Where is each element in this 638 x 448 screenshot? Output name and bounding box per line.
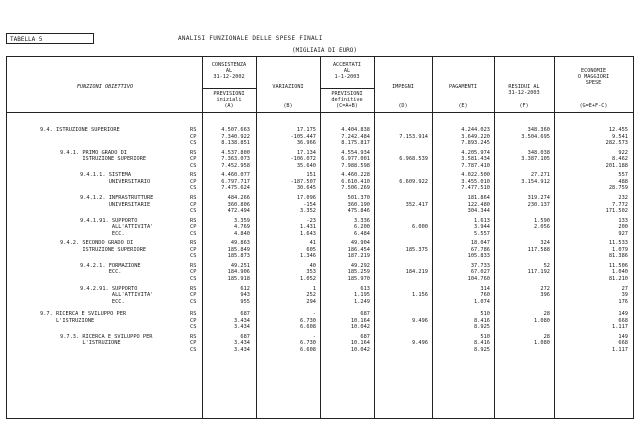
cell-economie: 8.462 (612, 156, 628, 163)
cell-residui: 272 (540, 285, 550, 292)
table-row (0, 150, 638, 156)
cell-impegni: 1.156 (412, 292, 428, 299)
cell-economie: 39 (621, 292, 628, 299)
cell-pagamenti: 7.477.510 (461, 185, 490, 192)
header-residui: RESIDUI AL 31-12-2003 (508, 84, 540, 96)
cell-pagamenti: 1.074 (474, 298, 490, 305)
row-label: 9.4. ISTRUZIONE SUPERIORE (40, 127, 120, 133)
cell-residui: 1.080 (534, 317, 550, 324)
cell-accertati: 185.259 (347, 269, 370, 276)
row-code: CS (190, 253, 197, 260)
cell-consistenza: 185.873 (227, 253, 250, 260)
cell-consistenza: 4.507.663 (221, 127, 250, 133)
row-code: CP (190, 156, 197, 163)
row-code: CP (190, 269, 197, 276)
cell-consistenza: 49.863 (230, 240, 250, 247)
cell-variazioni: 1.346 (300, 253, 316, 260)
cell-pagamenti: 3.944 (474, 224, 490, 231)
row-code: RS (190, 217, 197, 224)
table-row (0, 263, 638, 269)
cell-pagamenti: 7.787.410 (461, 162, 490, 169)
cell-residui: 28 (543, 311, 550, 318)
cell-accertati: 501.370 (347, 194, 370, 201)
cell-economie: 1.117 (612, 324, 628, 331)
cell-variazioni: -105.447 (290, 133, 316, 140)
cell-residui: 1.080 (534, 340, 550, 347)
cell-accertati: 49.292 (350, 262, 370, 269)
table-bottom-border (6, 418, 634, 419)
cell-residui: 319.274 (527, 194, 550, 201)
cell-economie: 11.506 (608, 262, 628, 269)
cell-pagamenti: 3.581.434 (461, 156, 490, 163)
cell-consistenza: 3.359 (234, 217, 250, 224)
cell-impegni: 6.968.539 (399, 156, 428, 163)
cell-pagamenti: 3.649.220 (461, 133, 490, 140)
column-divider (320, 56, 321, 418)
column-divider (554, 56, 555, 418)
header-variazioni-sub: (B) (283, 103, 293, 109)
cell-economie: 668 (618, 317, 628, 324)
cell-impegni: 6.000 (412, 224, 428, 231)
cell-consistenza: 184.906 (227, 269, 250, 276)
table-row (0, 134, 638, 140)
row-code: CS (190, 208, 197, 215)
row-label: 9.4.1.91. SUPPORTO (80, 217, 138, 224)
cell-residui: 3.387.105 (521, 156, 550, 163)
cell-variazioni: -187.507 (290, 178, 316, 185)
cell-pagamenti: 67.786 (470, 246, 490, 253)
cell-accertati: 613 (360, 285, 370, 292)
cell-accertati: 6.200 (354, 224, 370, 231)
table-row (0, 334, 638, 340)
table-title: ANALISI FUNZIONALE DELLE SPESE FINALI (178, 35, 323, 42)
cell-variazioni: 40 (309, 262, 316, 269)
cell-accertati: 475.846 (347, 208, 370, 215)
table-row (0, 218, 638, 224)
cell-consistenza: 943 (240, 292, 250, 299)
cell-economie: 12.455 (608, 127, 628, 133)
cell-impegni: 185.375 (405, 246, 428, 253)
row-label: ALL'ATTIVITA' (80, 224, 154, 231)
table-row (0, 208, 638, 214)
row-label: ALL'ATTIVITA' (80, 292, 154, 299)
cell-variazioni: - (312, 311, 316, 318)
cell-pagamenti: 3.455.010 (461, 178, 490, 185)
row-code: CP (190, 224, 197, 231)
row-code: CP (190, 292, 197, 299)
table-row (0, 324, 638, 330)
cell-pagamenti: 314 (480, 285, 490, 292)
cell-consistenza: 7.340.922 (221, 133, 250, 140)
cell-variazioni: 151 (306, 172, 316, 179)
row-code: CP (190, 317, 197, 324)
header-economie: ECONOMIE O MAGGIORI SPESE (577, 68, 610, 86)
cell-economie: 201.188 (605, 162, 628, 169)
header-residui-sub: (F) (519, 103, 529, 109)
cell-economie: 149 (618, 333, 628, 340)
cell-pagamenti: 510 (480, 311, 490, 318)
row-code: CS (190, 346, 197, 353)
cell-impegni: 184.219 (405, 269, 428, 276)
table-row (0, 127, 638, 133)
header-bottom-border (6, 112, 634, 113)
table-row (0, 269, 638, 275)
row-code: CS (190, 298, 197, 305)
row-code: RS (190, 194, 197, 201)
row-code: RS (190, 262, 197, 269)
column-divider (432, 56, 433, 418)
row-label: 9.4.1. PRIMO GRADO DI (60, 149, 127, 156)
cell-residui: 117.192 (527, 269, 550, 276)
cell-residui: 28 (543, 333, 550, 340)
cell-pagamenti: 8.416 (474, 317, 490, 324)
table-row (0, 347, 638, 353)
cell-variazioni: 6.608 (300, 324, 316, 331)
cell-economie: 81.210 (608, 276, 628, 282)
cell-pagamenti: 37.733 (470, 262, 490, 269)
table-row (0, 231, 638, 237)
cell-variazioni: 6.608 (300, 346, 316, 353)
cell-variazioni: 1.431 (300, 224, 316, 231)
cell-residui: 348.360 (527, 127, 550, 133)
cell-economie: 927 (618, 230, 628, 237)
row-code: CP (190, 340, 197, 347)
cell-variazioni: 17.175 (296, 127, 316, 133)
row-code: CS (190, 185, 197, 192)
table-row (0, 172, 638, 178)
cell-economie: 557 (618, 172, 628, 179)
cell-pagamenti: 4.022.500 (461, 172, 490, 179)
row-code: CS (190, 276, 197, 282)
row-label: 9.7. RICERCA E SVILUPPO PER (40, 311, 127, 318)
cell-variazioni: 252 (306, 292, 316, 299)
cell-variazioni: 605 (306, 246, 316, 253)
table-row (0, 202, 638, 208)
cell-residui: 3.154.912 (521, 178, 550, 185)
cell-residui: 230.137 (527, 201, 550, 208)
cell-accertati: 49.904 (350, 240, 370, 247)
cell-accertati: 6.610.410 (341, 178, 370, 185)
cell-consistenza: 4.840 (234, 230, 250, 237)
cell-consistenza: 955 (240, 298, 250, 305)
cell-variazioni: 1.052 (300, 276, 316, 282)
cell-consistenza: 484.266 (227, 194, 250, 201)
cell-consistenza: 49.251 (230, 262, 250, 269)
cell-economie: 27 (621, 285, 628, 292)
table-row (0, 276, 638, 282)
cell-consistenza: 3.434 (234, 324, 250, 331)
cell-economie: 28.759 (608, 185, 628, 192)
column-divider (494, 56, 495, 418)
row-code: RS (190, 285, 197, 292)
header-impegni-sub: (D) (398, 103, 408, 109)
cell-consistenza: 4.537.800 (221, 149, 250, 156)
table-row (0, 340, 638, 346)
table-left-border (6, 56, 7, 418)
cell-accertati: 8.175.817 (341, 140, 370, 147)
cell-variazioni: 36.966 (296, 140, 316, 147)
cell-accertati: 10.164 (350, 340, 370, 347)
row-label: ECC. (80, 230, 125, 237)
row-label: 9.7.3. RICERCA E SVILUPPO PER (60, 333, 153, 340)
cell-pagamenti: 4.244.023 (461, 127, 490, 133)
cell-pagamenti: 4.205.974 (461, 149, 490, 156)
column-divider (374, 56, 375, 418)
cell-accertati: 10.042 (350, 346, 370, 353)
cell-residui: 1.590 (534, 217, 550, 224)
header-funzioni: FUNZIONI OBIETTIVO (76, 84, 134, 90)
cell-residui: 348.038 (527, 149, 550, 156)
row-code: RS (190, 311, 197, 318)
table-number-box: TABELLA 5 (6, 33, 94, 44)
cell-consistenza: 4.460.077 (221, 172, 250, 179)
row-label: 9.4.2.1. FORMAZIONE (80, 262, 141, 269)
cell-accertati: 6.977.001 (341, 156, 370, 163)
cell-consistenza: 7.363.073 (221, 156, 250, 163)
cell-economie: 1.117 (612, 346, 628, 353)
header-consistenza-sub: PREVISIONI iniziali (A) (213, 91, 245, 109)
table-row (0, 311, 638, 317)
cell-accertati: 3.336 (354, 217, 370, 224)
cell-impegni: 352.417 (405, 201, 428, 208)
header-accertati: ACCERTATI AL 1-1-2003 (332, 62, 362, 80)
table-row (0, 140, 638, 146)
cell-pagamenti: 510 (480, 333, 490, 340)
cell-impegni: 9.496 (412, 317, 428, 324)
column-divider (202, 56, 203, 418)
cell-economie: 200 (618, 224, 628, 231)
cell-consistenza: 185.918 (227, 276, 250, 282)
cell-variazioni: 35.640 (296, 162, 316, 169)
cell-accertati: 186.454 (347, 246, 370, 253)
cell-economie: 232 (618, 194, 628, 201)
table-subtitle: (MIGLIAIA DI EURO) (292, 47, 358, 54)
cell-variazioni: 30.645 (296, 185, 316, 192)
cell-economie: 171.502 (605, 208, 628, 215)
row-label: 9.4.2. SECONDO GRADO DI (60, 240, 134, 247)
cell-variazioni: -23 (306, 217, 316, 224)
cell-consistenza: 612 (240, 285, 250, 292)
cell-variazioni: 41 (309, 240, 316, 247)
cell-accertati: 187.219 (347, 253, 370, 260)
row-label: 9.4.1.2. INFRASTRUTTURE (80, 194, 154, 201)
cell-accertati: 1.195 (354, 292, 370, 299)
cell-economie: 133 (618, 217, 628, 224)
row-code: CP (190, 201, 197, 208)
cell-consistenza: 7.452.958 (221, 162, 250, 169)
cell-variazioni: 6.730 (300, 317, 316, 324)
cell-accertati: 1.249 (354, 298, 370, 305)
cell-accertati: 6.484 (354, 230, 370, 237)
cell-pagamenti: 104.760 (467, 276, 490, 282)
table-row (0, 240, 638, 246)
cell-consistenza: 8.138.851 (221, 140, 250, 147)
row-label: L'ISTRUZIONE (60, 340, 121, 347)
cell-accertati: 360.190 (347, 201, 370, 208)
table-row (0, 195, 638, 201)
header-accertati-sub: PREVISIONI definitive (C=A+B) (331, 91, 363, 109)
cell-accertati: 4.404.838 (341, 127, 370, 133)
header-subdivider (202, 88, 256, 89)
cell-variazioni: 17.096 (296, 194, 316, 201)
cell-consistenza: 3.434 (234, 317, 250, 324)
table-right-border (633, 56, 634, 418)
cell-pagamenti: 181.864 (467, 194, 490, 201)
cell-pagamenti: 67.027 (470, 269, 490, 276)
cell-consistenza: 185.849 (227, 246, 250, 253)
cell-economie: 81.386 (608, 253, 628, 260)
cell-economie: 9.541 (612, 133, 628, 140)
cell-pagamenti: 304.344 (467, 208, 490, 215)
row-label: UNIVERSITARIE (80, 201, 151, 208)
row-code: RS (190, 127, 197, 133)
cell-consistenza: 687 (240, 333, 250, 340)
row-label: L'ISTRUZIONE (40, 317, 95, 324)
table-row (0, 318, 638, 324)
cell-consistenza: 3.434 (234, 340, 250, 347)
cell-consistenza: 472.494 (227, 208, 250, 215)
row-code: RS (190, 333, 197, 340)
cell-consistenza: 4.769 (234, 224, 250, 231)
cell-economie: 149 (618, 311, 628, 318)
cell-pagamenti: 8.416 (474, 340, 490, 347)
cell-variazioni: 3.352 (300, 208, 316, 215)
row-code: RS (190, 149, 197, 156)
header-pagamenti: PAGAMENTI (448, 84, 478, 90)
table-row (0, 253, 638, 259)
row-label: ISTRUZIONE SUPERIORE (60, 246, 147, 253)
cell-accertati: 10.164 (350, 317, 370, 324)
cell-impegni: 9.496 (412, 340, 428, 347)
header-economie-sub: (G=E+F-C) (579, 103, 608, 109)
cell-economie: 922 (618, 149, 628, 156)
cell-variazioni: 1.643 (300, 230, 316, 237)
row-label: 9.4.1.1. SISTEMA (80, 172, 132, 179)
cell-variazioni: -154 (303, 201, 316, 208)
table-row (0, 247, 638, 253)
cell-pagamenti: 105.833 (467, 253, 490, 260)
cell-economie: 1.079 (612, 246, 628, 253)
cell-variazioni: -106.072 (290, 156, 316, 163)
cell-pagamenti: 18.047 (470, 240, 490, 247)
cell-consistenza: 360.806 (227, 201, 250, 208)
cell-residui: 3.504.695 (521, 133, 550, 140)
row-code: RS (190, 172, 197, 179)
cell-economie: 1.040 (612, 269, 628, 276)
cell-variazioni: 353 (306, 269, 316, 276)
cell-pagamenti: 8.925 (474, 346, 490, 353)
table-row (0, 224, 638, 230)
row-label: UNIVERSITARIO (80, 178, 151, 185)
cell-economie: 7.772 (612, 201, 628, 208)
cell-variazioni: 294 (306, 298, 316, 305)
header-consistenza: CONSISTENZA AL 31-12-2002 (211, 62, 247, 80)
cell-consistenza: 6.797.717 (221, 178, 250, 185)
cell-accertati: 10.042 (350, 324, 370, 331)
cell-economie: 282.573 (605, 140, 628, 147)
row-label: ECC. (80, 269, 122, 276)
cell-consistenza: 3.434 (234, 346, 250, 353)
cell-consistenza: 687 (240, 311, 250, 318)
table-row (0, 156, 638, 162)
cell-residui: 117.588 (527, 246, 550, 253)
column-divider (256, 56, 257, 418)
row-code: CS (190, 324, 197, 331)
row-code: CP (190, 178, 197, 185)
cell-pagamenti: 8.925 (474, 324, 490, 331)
header-pagamenti-sub: (E) (458, 103, 468, 109)
cell-accertati: 7.988.598 (341, 162, 370, 169)
row-label: 9.4.2.91. SUPPORTO (80, 285, 138, 292)
cell-pagamenti: 5.557 (474, 230, 490, 237)
cell-residui: 396 (540, 292, 550, 299)
table-row (0, 185, 638, 191)
cell-accertati: 7.506.269 (341, 185, 370, 192)
row-code: RS (190, 240, 197, 247)
cell-economie: 11.533 (608, 240, 628, 247)
cell-residui: 324 (540, 240, 550, 247)
row-code: CS (190, 162, 197, 169)
cell-economie: 176 (618, 298, 628, 305)
cell-accertati: 687 (360, 333, 370, 340)
cell-pagamenti: 122.480 (467, 201, 490, 208)
cell-accertati: 7.242.484 (341, 133, 370, 140)
cell-impegni: 6.609.922 (399, 178, 428, 185)
cell-residui: 27.271 (530, 172, 550, 179)
row-code: CS (190, 230, 197, 237)
cell-accertati: 185.970 (347, 276, 370, 282)
row-label: ISTRUZIONE SUPERIORE (60, 156, 147, 163)
row-code: CP (190, 246, 197, 253)
cell-variazioni: 1 (312, 285, 316, 292)
table-row (0, 163, 638, 169)
cell-accertati: 687 (360, 311, 370, 318)
cell-impegni: 7.153.914 (399, 133, 428, 140)
cell-pagamenti: 7.893.245 (461, 140, 490, 147)
row-code: CP (190, 133, 197, 140)
cell-residui: 2.056 (534, 224, 550, 231)
cell-pagamenti: 1.613 (474, 217, 490, 224)
header-subdivider (320, 88, 374, 89)
cell-accertati: 4.460.228 (341, 172, 370, 179)
header-impegni: IMPEGNI (392, 84, 414, 90)
table-row (0, 286, 638, 292)
cell-consistenza: 7.475.624 (221, 185, 250, 192)
row-label: ECC. (80, 298, 125, 305)
header-variazioni: VARIAZIONI (272, 84, 304, 90)
cell-variazioni: - (312, 333, 316, 340)
row-code: CS (190, 140, 197, 147)
cell-residui: 52 (543, 262, 550, 269)
cell-variazioni: 6.730 (300, 340, 316, 347)
table-row (0, 179, 638, 185)
cell-accertati: 4.554.934 (341, 149, 370, 156)
cell-pagamenti: 760 (480, 292, 490, 299)
cell-variazioni: 17.134 (296, 149, 316, 156)
table-row (0, 292, 638, 298)
table-row (0, 299, 638, 305)
cell-economie: 668 (618, 340, 628, 347)
cell-economie: 488 (618, 178, 628, 185)
